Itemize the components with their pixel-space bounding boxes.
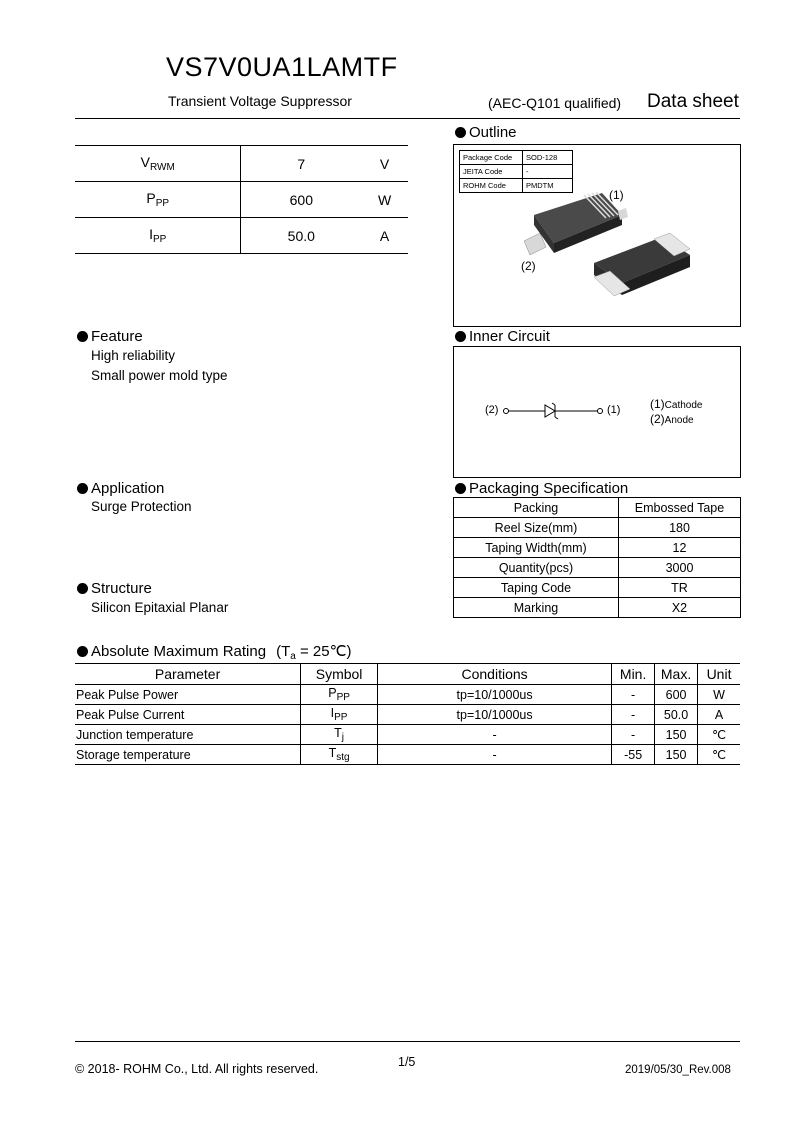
packaging-value: 12 bbox=[619, 538, 741, 558]
qualification-label: (AEC-Q101 qualified) bbox=[488, 95, 622, 111]
legend-anode: (2)Anode bbox=[650, 412, 694, 426]
doc-type-label: Data sheet bbox=[647, 91, 739, 112]
part-number: VS7V0UA1LAMTF bbox=[166, 52, 398, 82]
spec-symbol: P bbox=[146, 190, 156, 206]
package-outline-drawing bbox=[454, 145, 738, 324]
bullet-icon bbox=[455, 127, 466, 138]
symbol-cell: $T_j$ bbox=[301, 725, 378, 745]
abs-max-heading: Absolute Maximum Rating ($T_a$ = 25℃) bbox=[77, 642, 351, 662]
param-cell: Storage temperature bbox=[75, 745, 301, 765]
packaging-key: Packing bbox=[454, 498, 619, 518]
abs-max-table bbox=[75, 663, 740, 765]
packaging-heading: Packaging Specification bbox=[455, 480, 628, 497]
unit-cell: ℃ bbox=[698, 725, 740, 745]
outline-pin2-label: (2) bbox=[521, 259, 536, 273]
structure-heading: Structure bbox=[77, 580, 152, 597]
spec-symbol-sub: RWM bbox=[150, 162, 175, 173]
spec-value: 7 bbox=[241, 146, 361, 182]
unit-cell: ℃ bbox=[698, 745, 740, 765]
param-cell: Peak Pulse Power bbox=[75, 685, 301, 705]
page-number: 1/5 bbox=[398, 1055, 416, 1069]
circuit-pin-right: (1) bbox=[607, 404, 621, 416]
packaging-key: Taping Width(mm) bbox=[454, 538, 619, 558]
col-header: Unit bbox=[698, 664, 740, 685]
param-cell: Peak Pulse Current bbox=[75, 705, 301, 725]
conditions-cell: - bbox=[378, 725, 612, 745]
packaging-row bbox=[454, 598, 741, 618]
header-divider bbox=[75, 118, 740, 119]
bullet-icon bbox=[77, 483, 88, 494]
table-row bbox=[75, 745, 740, 765]
max-cell: 50.0 bbox=[655, 705, 698, 725]
packaging-row bbox=[454, 578, 741, 598]
key-spec-row bbox=[75, 182, 408, 218]
col-header: Max. bbox=[655, 664, 698, 685]
spec-value: 50.0 bbox=[241, 218, 361, 254]
abs-max-condition: ($T_a$ = 25℃) bbox=[276, 643, 352, 662]
legend-cathode: (1)Cathode bbox=[650, 397, 703, 411]
unit-cell: W bbox=[698, 685, 740, 705]
package-key: JEITA Code bbox=[460, 165, 523, 179]
circuit-pin-left: (2) bbox=[485, 404, 499, 416]
min-cell: - bbox=[612, 725, 655, 745]
table-header-row bbox=[75, 664, 740, 685]
bullet-icon bbox=[77, 583, 88, 594]
packaging-value: TR bbox=[619, 578, 741, 598]
packaging-row bbox=[454, 498, 741, 518]
unit-cell: A bbox=[698, 705, 740, 725]
spec-unit: W bbox=[361, 182, 408, 218]
symbol-cell: $P_{PP}$ bbox=[301, 685, 378, 705]
max-cell: 600 bbox=[655, 685, 698, 705]
application-heading: Application bbox=[77, 480, 164, 497]
package-value: PMDTM bbox=[523, 179, 573, 193]
product-subtitle: Transient Voltage Suppressor bbox=[168, 93, 352, 109]
table-row bbox=[75, 725, 740, 745]
spec-symbol: I bbox=[149, 226, 154, 242]
col-header: Parameter bbox=[75, 664, 301, 685]
packaging-key: Quantity(pcs) bbox=[454, 558, 619, 578]
conditions-cell: tp=10/1000us bbox=[378, 705, 612, 725]
bullet-icon bbox=[77, 331, 88, 342]
conditions-cell: - bbox=[378, 745, 612, 765]
key-spec-table bbox=[75, 145, 408, 254]
application-item: Surge Protection bbox=[91, 499, 192, 514]
packaging-value: Embossed Tape bbox=[619, 498, 741, 518]
table-row bbox=[75, 685, 740, 705]
package-value: SOD-128 bbox=[523, 151, 573, 165]
packaging-row bbox=[454, 558, 741, 578]
package-key: ROHM Code bbox=[460, 179, 523, 193]
min-cell: - bbox=[612, 705, 655, 725]
spec-symbol-sub: PP bbox=[153, 234, 167, 245]
structure-item: Silicon Epitaxial Planar bbox=[91, 600, 229, 615]
inner-circuit-heading: Inner Circuit bbox=[455, 328, 550, 345]
packaging-key: Reel Size(mm) bbox=[454, 518, 619, 538]
packaging-value: 3000 bbox=[619, 558, 741, 578]
feature-heading: Feature bbox=[77, 328, 143, 345]
table-row bbox=[75, 705, 740, 725]
col-header: Symbol bbox=[301, 664, 378, 685]
spec-symbol: V bbox=[140, 154, 150, 170]
copyright: © 2018- ROHM Co., Ltd. All rights reserved. bbox=[75, 1062, 319, 1076]
spec-value: 600 bbox=[241, 182, 361, 218]
param-cell: Junction temperature bbox=[75, 725, 301, 745]
packaging-row bbox=[454, 518, 741, 538]
revision-date: 2019/05/30_Rev.008 bbox=[625, 1064, 731, 1076]
conditions-cell: tp=10/1000us bbox=[378, 685, 612, 705]
key-spec-row bbox=[75, 218, 408, 254]
symbol-cell: $T_{stg}$ bbox=[301, 745, 378, 765]
symbol-cell: $I_{PP}$ bbox=[301, 705, 378, 725]
bullet-icon bbox=[455, 483, 466, 494]
packaging-key: Marking bbox=[454, 598, 619, 618]
key-spec-row bbox=[75, 146, 408, 182]
outline-pin1-label: (1) bbox=[609, 188, 624, 202]
col-header: Conditions bbox=[378, 664, 612, 685]
feature-item: High reliability bbox=[91, 348, 176, 363]
bullet-icon bbox=[77, 646, 88, 657]
footer-divider bbox=[75, 1041, 740, 1042]
package-key: Package Code bbox=[460, 151, 523, 165]
max-cell: 150 bbox=[655, 725, 698, 745]
packaging-value: 180 bbox=[619, 518, 741, 538]
min-cell: -55 bbox=[612, 745, 655, 765]
packaging-value: X2 bbox=[619, 598, 741, 618]
bullet-icon bbox=[455, 331, 466, 342]
package-value: - bbox=[523, 165, 573, 179]
max-cell: 150 bbox=[655, 745, 698, 765]
diode-symbol bbox=[502, 402, 604, 420]
spec-unit: V bbox=[361, 146, 408, 182]
min-cell: - bbox=[612, 685, 655, 705]
packaging-row bbox=[454, 538, 741, 558]
spec-unit: A bbox=[361, 218, 408, 254]
col-header: Min. bbox=[612, 664, 655, 685]
spec-symbol-sub: PP bbox=[155, 198, 170, 209]
feature-item: Small power mold type bbox=[91, 368, 228, 383]
outline-heading: Outline bbox=[455, 124, 517, 141]
packaging-table bbox=[453, 497, 741, 618]
packaging-key: Taping Code bbox=[454, 578, 619, 598]
